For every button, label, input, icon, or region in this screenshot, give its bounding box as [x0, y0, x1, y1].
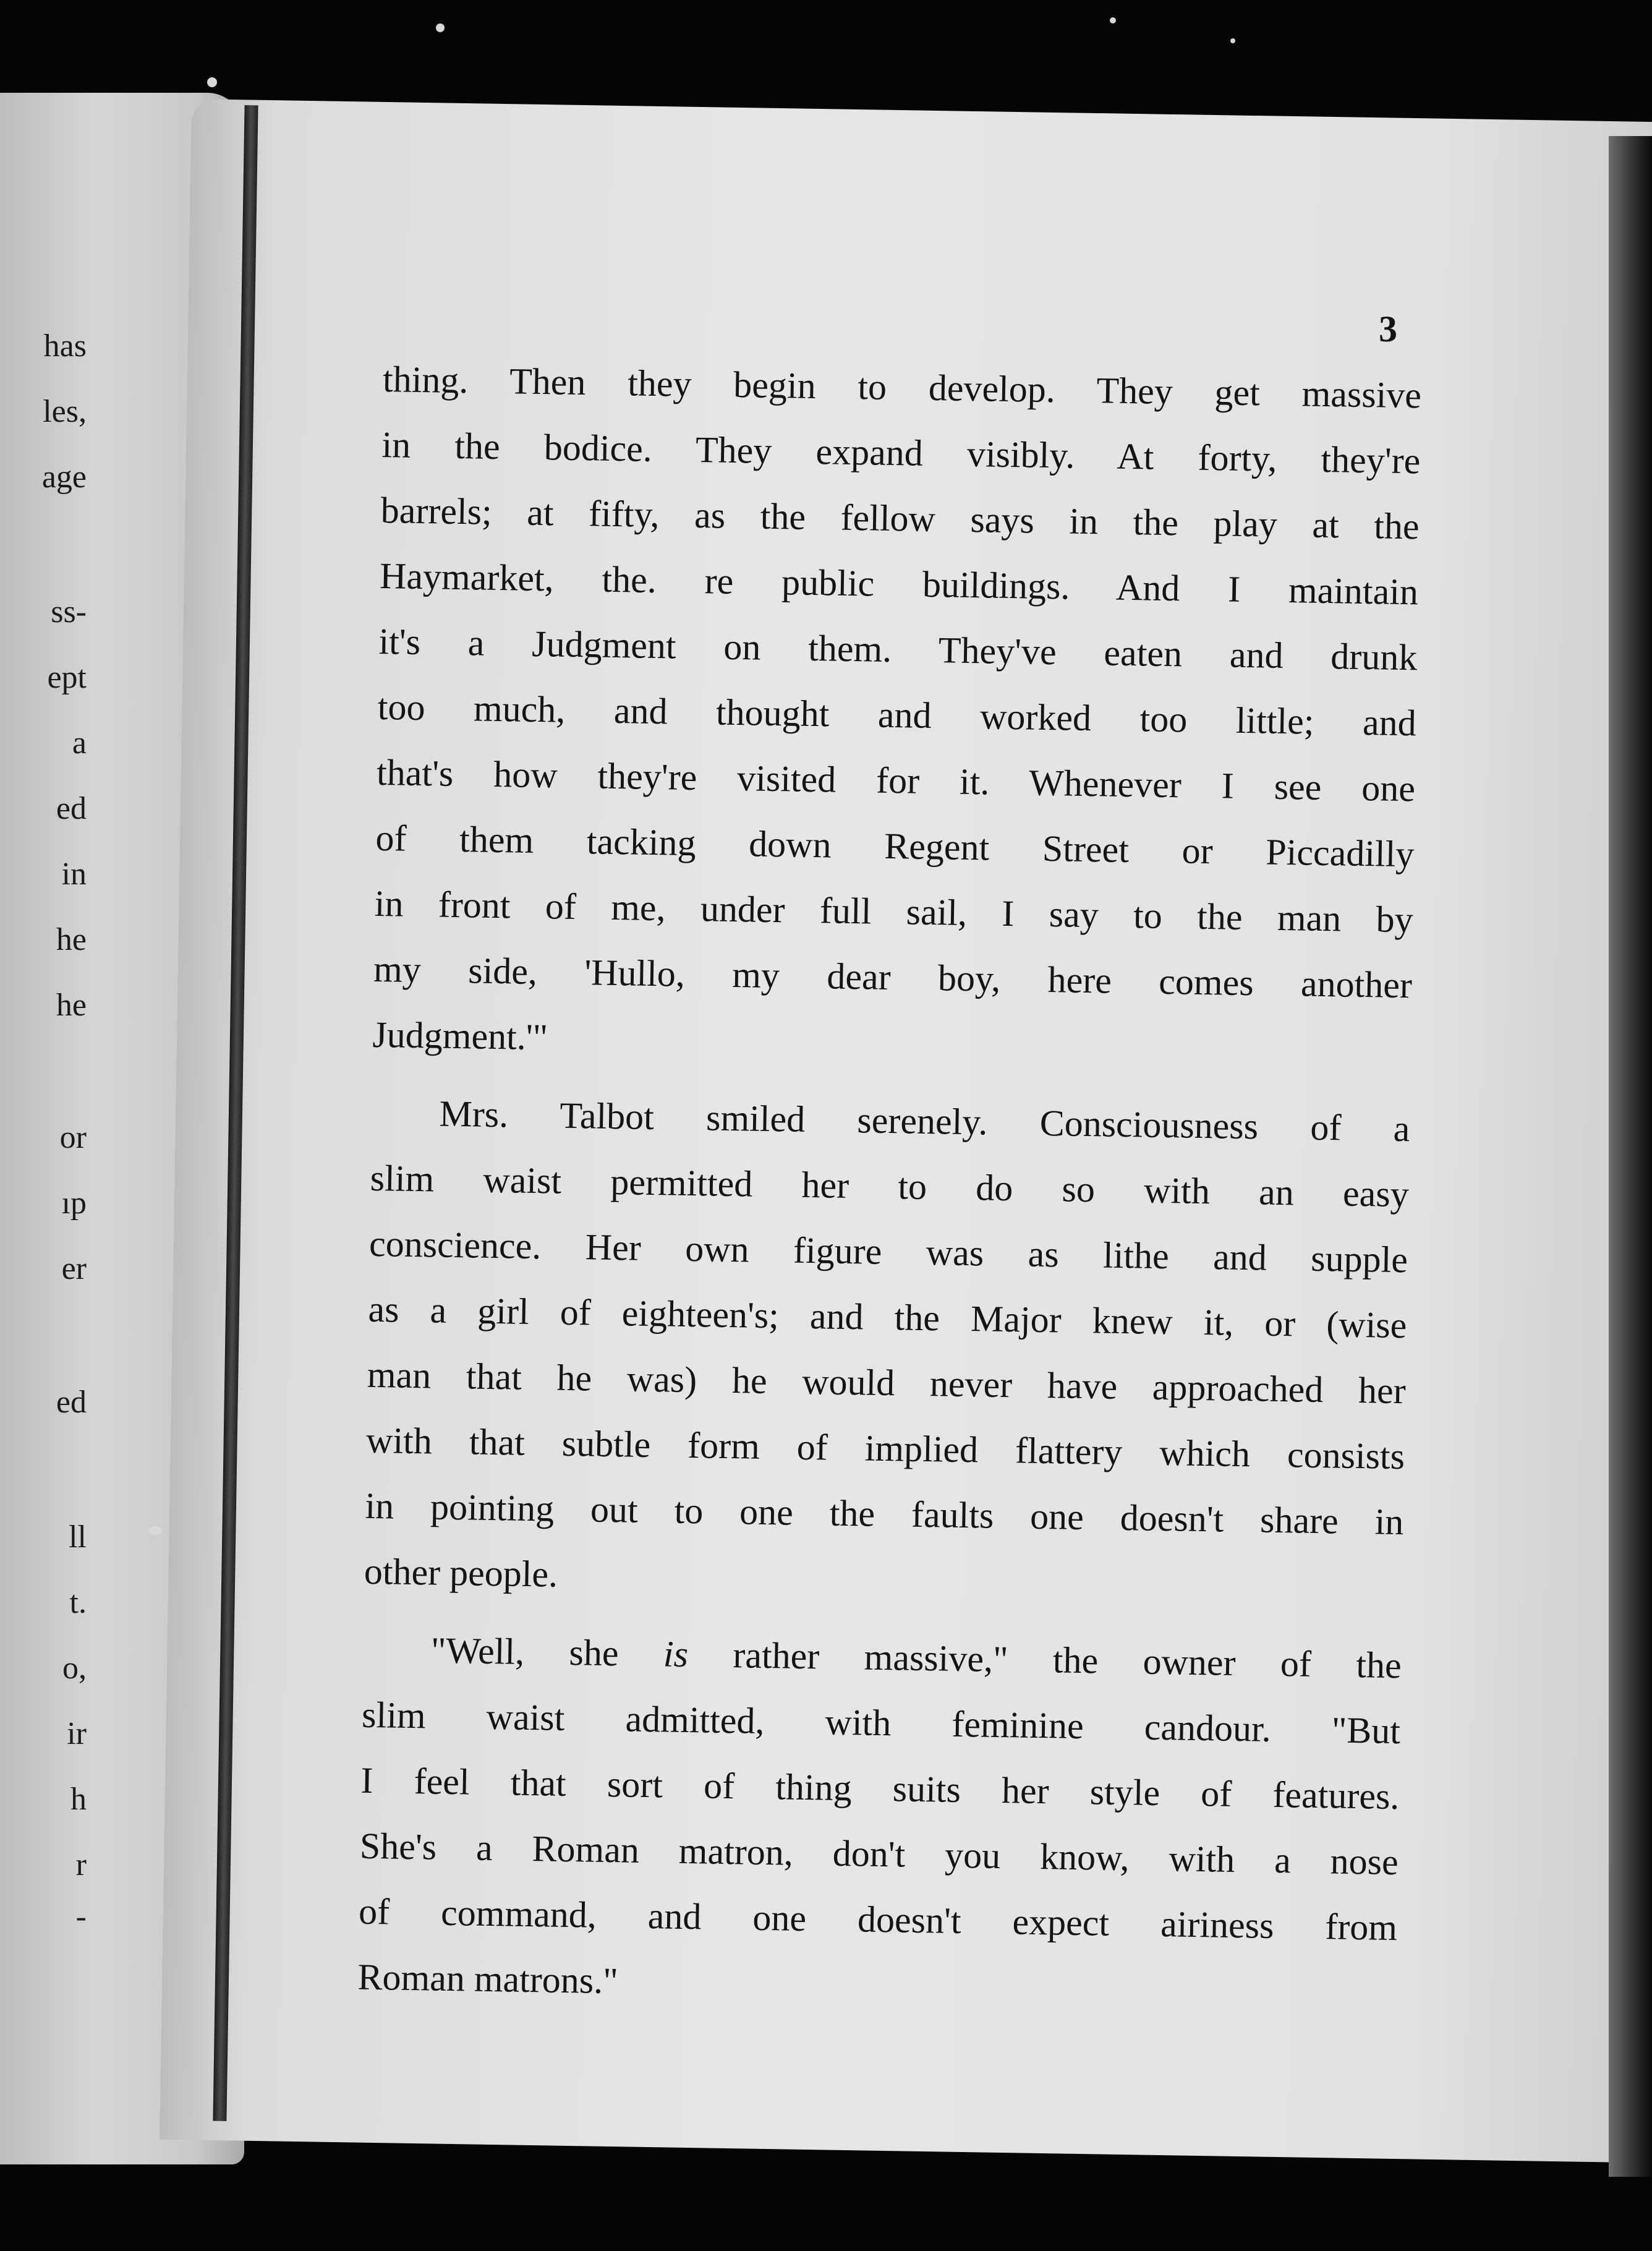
text-line: it's a Judgment on them. They've eaten and drunk [378, 620, 1418, 678]
left-page-fragment: ed [56, 791, 87, 826]
text-line: barrels; at fifty, as the fellow says in the play at the [380, 489, 1420, 547]
text-line: my side, 'Hullo, my dear boy, here comes another [373, 948, 1413, 1006]
left-page-fragment: h [70, 1782, 87, 1817]
body-text [357, 346, 1421, 2038]
left-page-fragment: o, [62, 1651, 87, 1686]
text-line: with that subtle form of implied flattery which consists [365, 1419, 1405, 1477]
text-line: of them tacking down Regent Street or Piccadilly [375, 817, 1415, 875]
left-page-fragment: a [72, 725, 87, 761]
text-line: as a girl of eighteen's; and the Major knew it, or (wise [368, 1288, 1407, 1346]
emphasized-word: is [663, 1633, 689, 1675]
left-page-fragment: les, [43, 394, 87, 429]
dust-speck [148, 1526, 162, 1535]
text-line: in pointing out to one the faults one doesn't share in [365, 1485, 1404, 1543]
paragraph-3 [357, 1617, 1402, 2026]
text-line: Haymarket, the. re public buildings. And I maintain [379, 555, 1419, 613]
left-page-fragment: age [41, 459, 87, 495]
left-page-fragment: ed [56, 1385, 87, 1420]
text-line: slim waist admitted, with feminine candour. "But [361, 1694, 1401, 1752]
left-page-fragment: has [43, 328, 87, 364]
left-page-fragment: ir [67, 1716, 87, 1751]
text-line: Mrs. Talbot smiled serenely. Consciousness of a [439, 1093, 1410, 1150]
dust-speck [436, 23, 445, 32]
left-page-fragment: or [59, 1120, 87, 1155]
left-page-fragment: he [56, 988, 87, 1023]
text-line: in front of me, under full sail, I say to the man by [374, 882, 1414, 941]
text-line: Roman matrons." [357, 1956, 619, 2002]
paragraph-1 [372, 346, 1422, 1083]
left-page-fragment: er [61, 1251, 87, 1286]
dust-speck [1110, 17, 1116, 23]
left-page-fragment: he [56, 922, 87, 957]
paragraph-2 [364, 1080, 1410, 1620]
text-line: slim waist permitted her to do so with an easy [370, 1157, 1410, 1215]
text-line: that's how they're visited for it. Whenever I see one [376, 751, 1416, 809]
left-page-fragment: ss- [51, 594, 87, 630]
text-line: "Well, she is rather massive," the owner of the [430, 1630, 1402, 1686]
dust-speck [1230, 38, 1235, 43]
text-line: I feel that sort of thing suits her style of features. [360, 1759, 1400, 1817]
text-line: thing. Then they begin to develop. They get massive [382, 358, 1422, 416]
left-page-fragment: ept [47, 660, 87, 695]
text-line: too much, and thought and worked too little; and [377, 686, 1417, 744]
left-page-fragment: ıp [61, 1185, 87, 1221]
left-page-fragment: ll [69, 1519, 87, 1555]
text-line: of command, and one doesn't expect airiness from [358, 1890, 1398, 1949]
page-number: 3 [1379, 309, 1397, 349]
text-line: other people. [364, 1550, 558, 1595]
left-page-fragment: r [75, 1847, 87, 1882]
text-line: man that he was) he would never have approached her [367, 1354, 1407, 1412]
left-page-fragment: in [61, 856, 87, 892]
text-line: conscience. Her own figure was as lithe and supple [368, 1223, 1408, 1281]
dust-speck [207, 77, 217, 87]
text-line: She's a Roman matron, don't you know, with a nose [359, 1825, 1399, 1883]
page-edge [1609, 136, 1652, 2177]
text-line: in the bodice. They expand visibly. At forty, they're [381, 424, 1421, 482]
left-page-fragment: - [75, 1899, 87, 1934]
left-page-fragment: t. [69, 1585, 87, 1620]
text-line: Judgment.'" [372, 1014, 548, 1058]
